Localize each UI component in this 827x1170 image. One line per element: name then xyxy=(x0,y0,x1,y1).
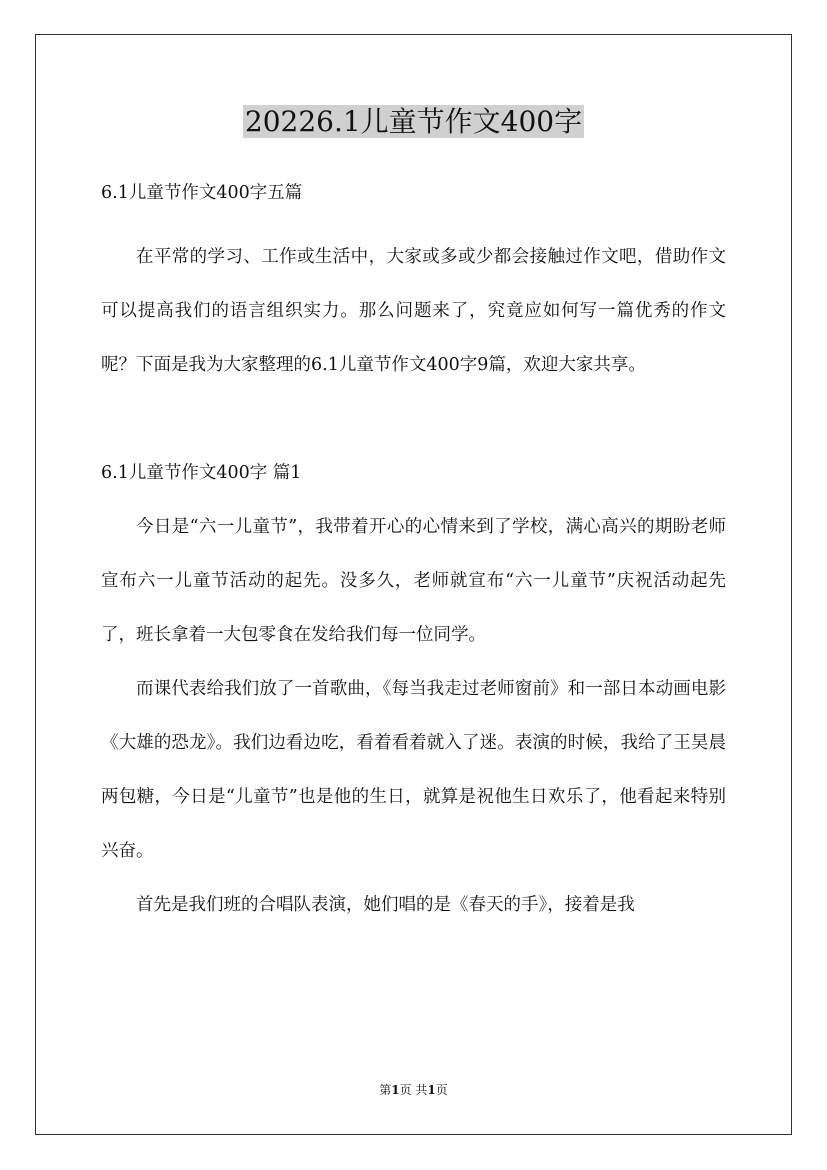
document-subtitle: 6.1儿童节作文400字五篇 xyxy=(101,183,303,203)
spacer xyxy=(101,392,726,454)
footer-page-mid: 页 共 xyxy=(399,1083,428,1097)
footer-page-total: 1 xyxy=(427,1083,436,1097)
page-footer xyxy=(0,1082,827,1098)
title-text: 20226.1儿童节作文400字 xyxy=(244,105,583,138)
document-body xyxy=(101,174,726,932)
body-paragraph-3: 首先是我们班的合唱队表演，她们唱的是《春天的手》，接着是我 xyxy=(136,895,635,915)
footer-page-prefix: 第 xyxy=(379,1083,392,1097)
intro-paragraph: 在平常的学习、工作或生活中，大家或多或少都会接触过作文吧，借助作文可以提高我们的语言组织实力。那么问题来了，究竟应如何写一篇优秀的作文呢？下面是我为大家整理的6.1儿童节作文400字9篇，欢迎大家共享。 xyxy=(101,247,726,375)
section-title: 6.1儿童节作文400字 篇1 xyxy=(101,463,302,483)
footer-page-suffix: 页 xyxy=(435,1083,448,1097)
footer-page-number: 1 xyxy=(391,1083,400,1097)
body-paragraph-1: 今日是“六一儿童节”，我带着开心的心情来到了学校，满心高兴的期盼老师宣布六一儿童节活动的起先。没多久，老师就宣布“六一儿童节”庆祝活动起先了，班长拿着一大包零食在发给我们每一位同学。 xyxy=(101,517,726,645)
body-paragraph-2: 而课代表给我们放了一首歌曲，《每当我走过老师窗前》和一部日本动画电影《大雄的恐龙》。我们边看边吃，看着看着就入了迷。表演的时候，我给了王昊晨两包糖，今日是“儿童节”也是他的生日，就算是祝他生日欢乐了，他看起来特别兴奋。 xyxy=(101,679,726,861)
document-title xyxy=(0,100,827,144)
